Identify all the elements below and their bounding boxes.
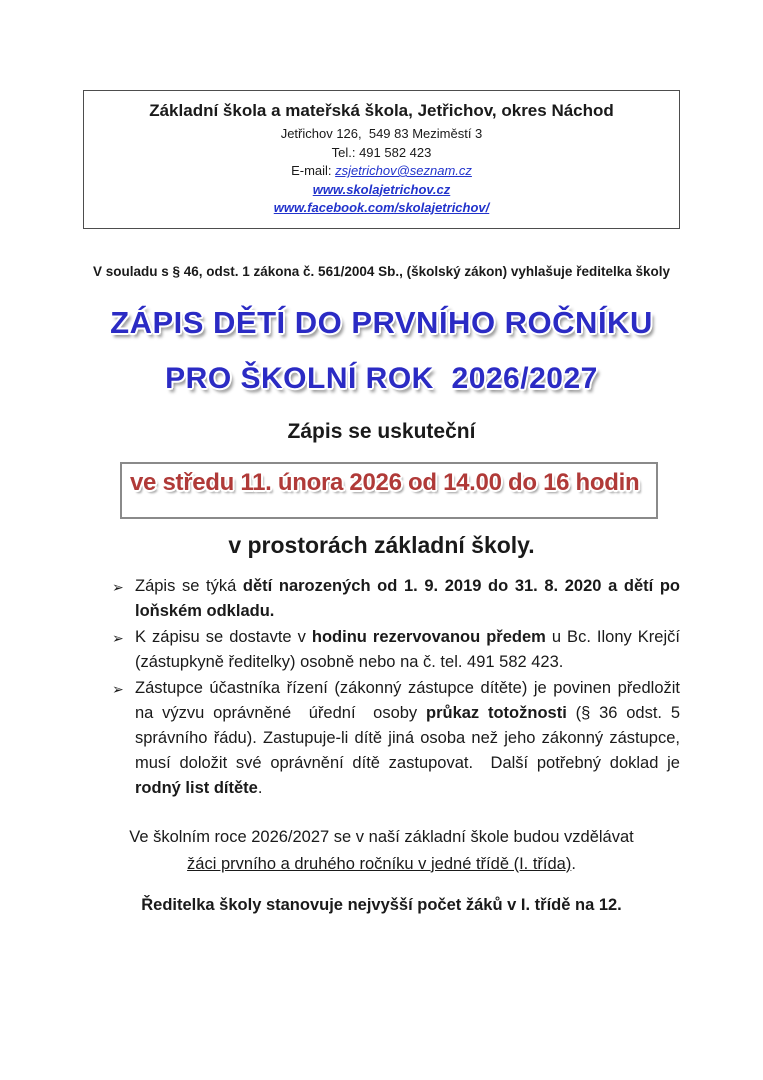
date-text: ve středu 11. února 2026 od 14.00 do 16 hodin (130, 468, 640, 496)
footer-paragraph (83, 824, 680, 878)
legal-notice: V souladu s § 46, odst. 1 zákona č. 561/2004 Sb., (školský zákon) vyhlašuje ředitelka školy (92, 263, 670, 279)
bullet-text-run: hodinu rezervovanou předem (311, 627, 546, 646)
date-box (120, 462, 658, 519)
bullet-list (83, 574, 680, 801)
bullet-text-run: Zástupce účastníka řízení (zákonný zástupce dítěte) je povinen předložit na výzvu oprávněné úřední osoby (135, 678, 680, 722)
arrow-bullet-icon: ➢ (112, 629, 124, 646)
bullet-text-run: dětí narozených od 1. 9. 2019 do 31. 8. 2020 a dětí po loňském odkladu. (135, 576, 680, 620)
school-website-line (88, 181, 675, 200)
school-header-box (83, 90, 680, 229)
arrow-bullet-icon: ➢ (112, 680, 124, 697)
email-link[interactable]: zsjetrichov@seznam.cz (335, 163, 472, 178)
arrow-bullet-icon: ➢ (112, 578, 124, 595)
document-content (83, 90, 680, 915)
bullet-item-documents (83, 676, 680, 801)
school-facebook-line (88, 199, 675, 218)
bullet-text-run: průkaz totožnosti (425, 703, 567, 722)
bullet-item-reservation (83, 625, 680, 675)
website-link[interactable]: www.skolajetrichov.cz (312, 181, 451, 197)
facebook-link[interactable]: www.facebook.com/skolajetrichov/ (273, 200, 490, 215)
footer-line-2-underlined: žáci prvního a druhého ročníku v jedné třídě (I. třída) (187, 854, 572, 873)
bullet-text-run: Zápis se týká (135, 576, 243, 595)
enrollment-subtitle: Zápis se uskuteční (287, 419, 476, 443)
bullet-text-run: rodný list dítěte (135, 778, 258, 797)
school-name: Základní škola a mateřská škola, Jetřichov, okres Náchod (149, 101, 614, 120)
main-title-line-1: ZÁPIS DĚTÍ DO PRVNÍHO ROČNÍKU (110, 304, 653, 340)
footer-line-2-period: . (571, 854, 576, 873)
school-email-line (88, 162, 675, 181)
email-label: E-mail: (291, 163, 336, 178)
bullet-text-run: K zápisu se dostavte v (135, 627, 312, 646)
location-line: v prostorách základní školy. (228, 531, 535, 558)
bullet-text-run: u Bc. Ilony Krejčí (zástupkyně ředitelky) osobně nebo na č. tel. 491 582 423. (135, 627, 680, 671)
bullet-text-run: (§ 36 odst. 5 správního řádu). Zastupuje-li dítě jiná osoba než jeho zákonný zástupce, musí doložit své oprávnění dítě zastupovat. Další potřebný doklad je (135, 703, 681, 772)
bullet-text-run: . (257, 778, 263, 797)
footer-capacity-line: Ředitelka školy stanovuje nejvyšší počet žáků v I. třídě na 12. (141, 895, 622, 914)
bullet-item-eligibility (83, 574, 680, 624)
footer-line-1: Ve školním roce 2026/2027 se v naší základní škole budou vzdělávat (129, 827, 634, 846)
main-title-line-2: PRO ŠKOLNÍ ROK 2026/2027 (165, 361, 598, 395)
school-phone: Tel.: 491 582 423 (331, 144, 432, 160)
school-address: Jetřichov 126, 549 83 Meziměstí 3 (280, 126, 483, 141)
